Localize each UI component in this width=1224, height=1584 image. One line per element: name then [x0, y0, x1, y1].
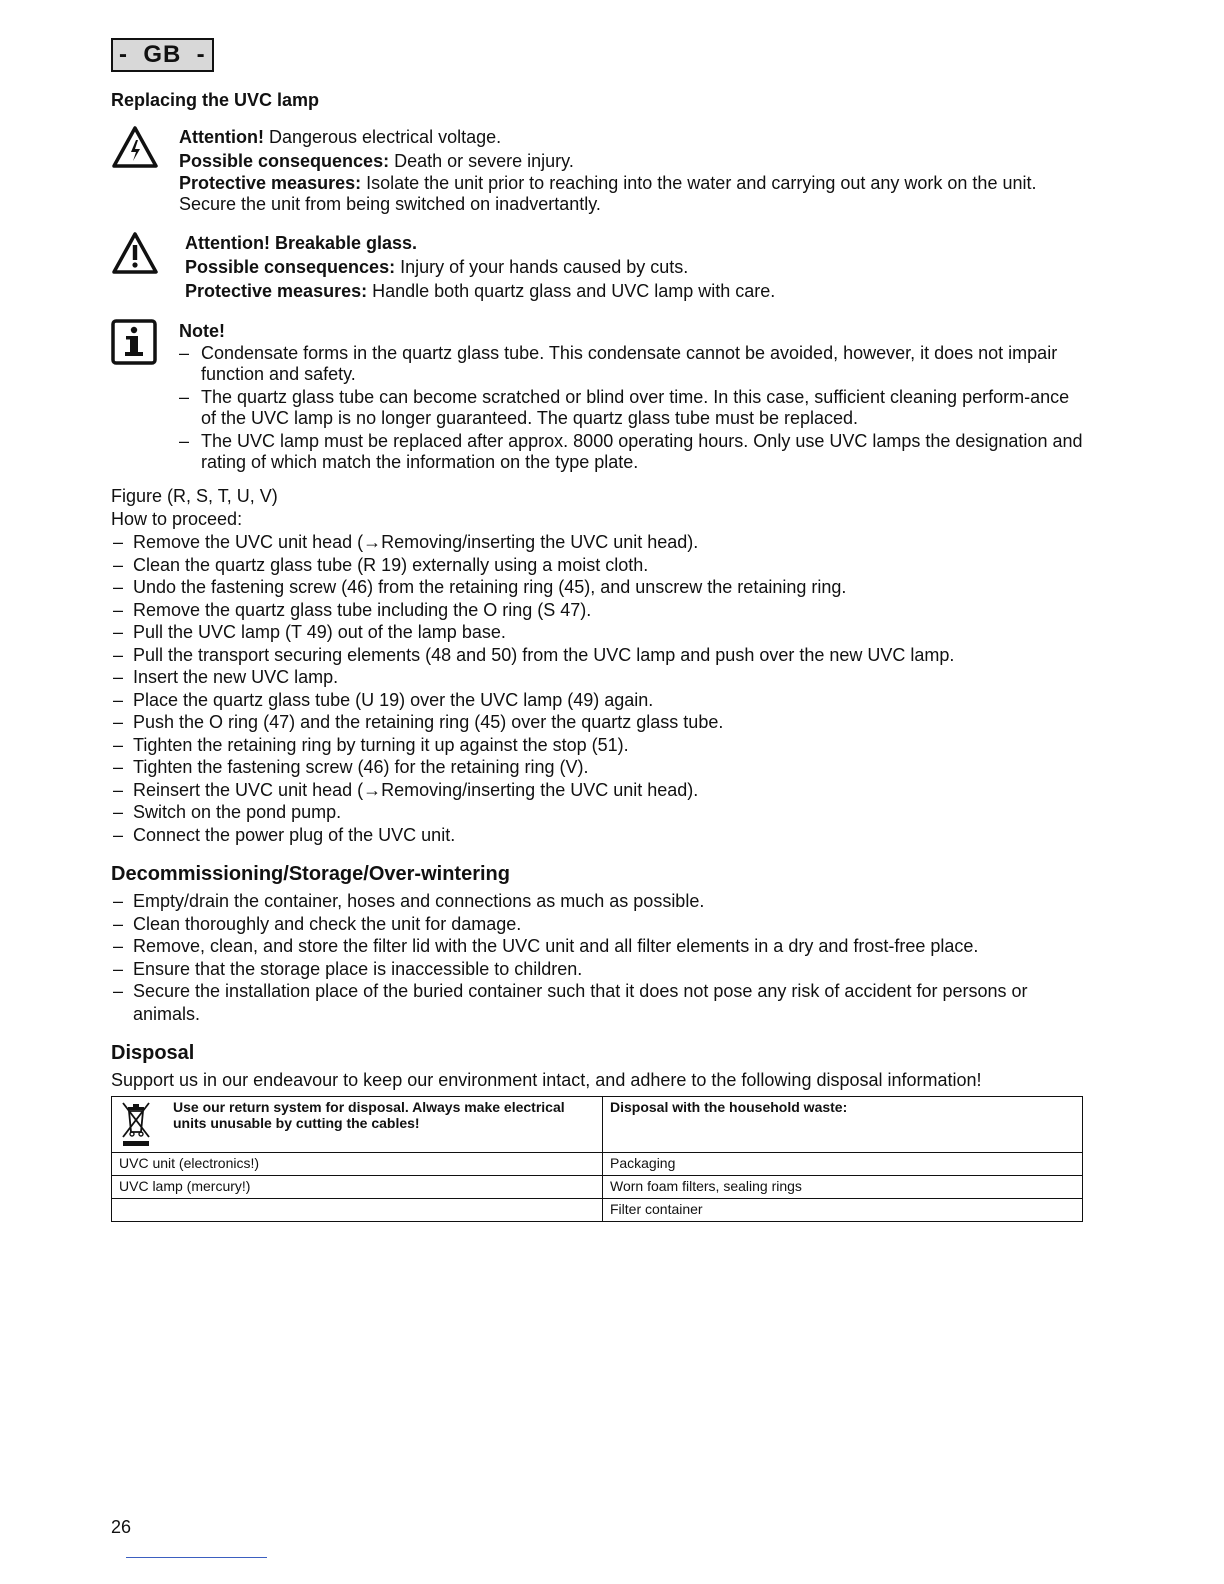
table-row [112, 1153, 1083, 1176]
info-icon [111, 319, 157, 371]
disposal-title: Disposal [111, 1042, 195, 1064]
table-cell: UVC lamp (mercury!) [112, 1176, 603, 1199]
list-item: – Pull the UVC lamp (T 49) out of the lamp base. [111, 621, 1083, 644]
table-row [112, 1199, 1083, 1222]
list-item: – Empty/drain the container, hoses and connections as much as possible. [111, 890, 1083, 913]
table-cell: Filter container [603, 1199, 1083, 1222]
section-title: Replacing the UVC lamp [111, 90, 320, 110]
attention-label: Attention! Breakable glass. [185, 233, 418, 253]
crossed-bin-icon [119, 1099, 153, 1150]
figure-reference: Figure (R, S, T, U, V) [111, 486, 278, 506]
table-row [112, 1176, 1083, 1199]
consequences-text: Death or severe injury. [389, 151, 574, 171]
note-label: Note! [179, 321, 225, 341]
list-item: – Clean the quartz glass tube (R 19) externally using a moist cloth. [111, 554, 1083, 577]
list-item: – Remove the quartz glass tube including the O ring (S 47). [111, 599, 1083, 622]
consequences-label: Possible consequences: [179, 151, 390, 171]
attention-label: Attention! [179, 127, 264, 147]
table-cell: Packaging [603, 1153, 1083, 1176]
table-header-row [112, 1097, 1083, 1153]
note-list [179, 343, 1083, 473]
note-box [111, 319, 1083, 473]
list-item: – Insert the new UVC lamp. [111, 666, 1083, 689]
page-number: 26 [111, 1517, 132, 1537]
disposal-header-right: Disposal with the household waste: [603, 1097, 1083, 1153]
table-cell: Worn foam filters, sealing rings [603, 1176, 1083, 1199]
disposal-table [111, 1096, 1083, 1222]
language-tag: - GB - [111, 38, 214, 72]
list-item: – Condensate forms in the quartz glass tube. This condensate cannot be avoided, however, it does not impair function and safety. [179, 343, 1083, 385]
list-item: – Remove, clean, and store the filter lid with the UVC unit and all filter elements in a dry and frost-free place. [111, 935, 1083, 958]
decommissioning-list [111, 890, 1083, 1025]
table-cell: UVC unit (electronics!) [112, 1153, 603, 1176]
warning-electric [111, 125, 1083, 215]
list-item: – Push the O ring (47) and the retaining ring (45) over the quartz glass tube. [111, 711, 1083, 734]
measures-text: Handle both quartz glass and UVC lamp with care. [367, 281, 776, 301]
list-item: – Remove the UVC unit head (→Removing/inserting the UVC unit head). [111, 531, 1083, 554]
list-item: – The UVC lamp must be replaced after approx. 8000 operating hours. Only use UVC lamps the designation and rating of which match the information on the type plate. [179, 431, 1083, 473]
list-item: – Clean thoroughly and check the unit for damage. [111, 913, 1083, 936]
attention-text: Dangerous electrical voltage. [263, 127, 502, 147]
disposal-header-left: Use our return system for disposal. Always make electrical units unusable by cutting the cables! [112, 1097, 603, 1153]
list-item: – Reinsert the UVC unit head (→Removing/inserting the UVC unit head). [111, 779, 1083, 802]
measures-label: Protective measures: [185, 281, 368, 301]
consequences-text: Injury of your hands caused by cuts. [395, 257, 689, 277]
measures-label: Protective measures: [179, 173, 362, 193]
list-item: – Ensure that the storage place is inaccessible to children. [111, 958, 1083, 981]
list-item: – Pull the transport securing elements (48 and 50) from the UVC lamp and push over the new UVC lamp. [111, 644, 1083, 667]
measures-text: Isolate the unit prior to reaching into the water and carrying out any work on the unit. Secure the unit from being switched on inadvertantly. [179, 173, 1037, 214]
list-item: – Connect the power plug of the UVC unit. [111, 824, 1083, 847]
decommissioning-title: Decommissioning/Storage/Over-wintering [111, 863, 510, 885]
list-item: – Undo the fastening screw (46) from the retaining ring (45), and unscrew the retaining ring. [111, 576, 1083, 599]
list-item: – Tighten the retaining ring by turning it up against the stop (51). [111, 734, 1083, 757]
how-to-label: How to proceed: [111, 509, 243, 529]
procedure-steps [111, 531, 1083, 846]
warning-glass [111, 231, 1083, 303]
electric-hazard-icon [111, 125, 159, 175]
list-item: – Tighten the fastening screw (46) for the retaining ring (V). [111, 756, 1083, 779]
warning-icon [111, 231, 159, 281]
list-item: – The quartz glass tube can become scratched or blind over time. In this case, sufficient cleaning perform-ance of the UVC lamp is no longer guaranteed. The quartz glass tube must be replaced. [179, 387, 1083, 429]
footer-line [126, 1557, 267, 1558]
consequences-label: Possible consequences: [185, 257, 396, 277]
table-cell [112, 1199, 603, 1222]
disposal-intro: Support us in our endeavour to keep our environment intact, and adhere to the following disposal information! [111, 1070, 982, 1090]
list-item: – Place the quartz glass tube (U 19) over the UVC lamp (49) again. [111, 689, 1083, 712]
manual-page [111, 38, 1083, 1222]
list-item: – Secure the installation place of the buried container such that it does not pose any risk of accident for persons or animals. [111, 980, 1083, 1025]
list-item: – Switch on the pond pump. [111, 801, 1083, 824]
